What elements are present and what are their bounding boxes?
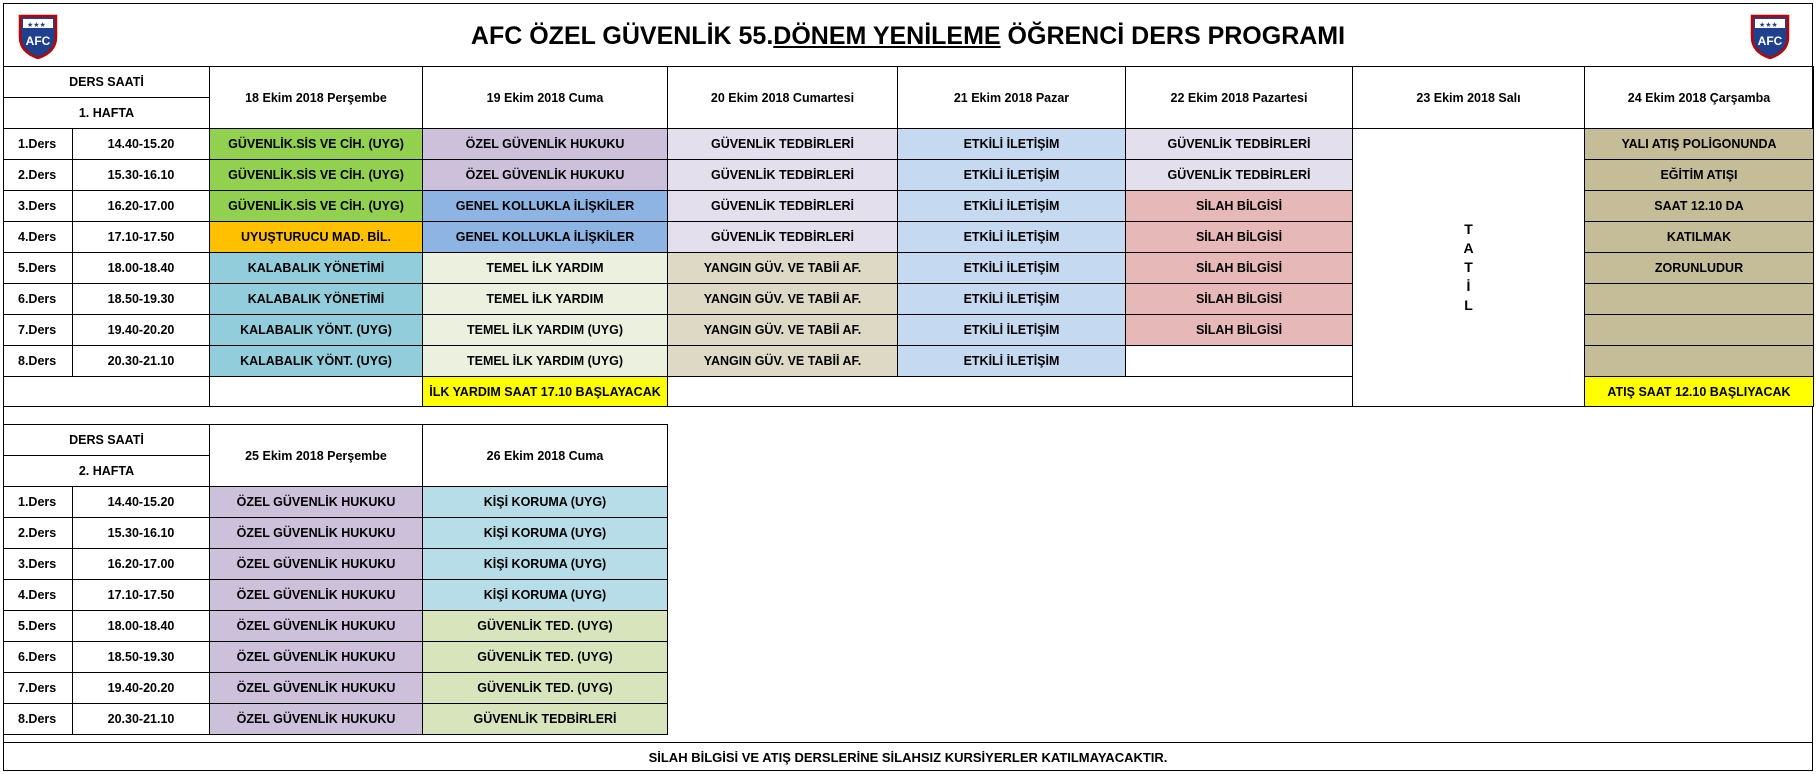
lesson-cell: ZORUNLUDUR	[1585, 253, 1814, 284]
day-header: 22 Ekim 2018 Pazartesi	[1126, 67, 1353, 129]
lesson-cell	[1585, 346, 1814, 377]
lesson-time: 14.40-15.20	[73, 129, 210, 160]
lesson-cell: YANGIN GÜV. VE TABİİ AF.	[668, 284, 898, 315]
lesson-time: 14.40-15.20	[73, 487, 210, 518]
lesson-time: 18.50-19.30	[73, 642, 210, 673]
lesson-cell: GÜVENLİK TEDBİRLERİ	[668, 191, 898, 222]
day-header: 20 Ekim 2018 Cumartesi	[668, 67, 898, 129]
lesson-number: 1.Ders	[4, 129, 73, 160]
lesson-number: 3.Ders	[4, 191, 73, 222]
lesson-cell: ETKİLİ İLETİŞİM	[898, 284, 1126, 315]
table-row	[4, 642, 668, 673]
lesson-number: 3.Ders	[4, 549, 73, 580]
lesson-cell: GENEL KOLLUKLA İLİŞKİLER	[423, 222, 668, 253]
page-title: AFC ÖZEL GÜVENLİK 55.DÖNEM YENİLEME ÖĞRENCİ DERS PROGRAMI	[470, 22, 1346, 50]
lesson-cell: KALABALIK YÖNETİMİ	[210, 253, 423, 284]
lesson-cell: GÜVENLİK TEDBİRLERİ	[668, 222, 898, 253]
lesson-time: 20.30-21.10	[73, 704, 210, 735]
empty-cell	[210, 377, 423, 407]
day-header: 18 Ekim 2018 Perşembe	[210, 67, 423, 129]
lesson-number: 1.Ders	[4, 487, 73, 518]
lesson-cell: ÖZEL GÜVENLİK HUKUKU	[210, 549, 423, 580]
empty-cell	[668, 377, 1353, 407]
lesson-cell: ETKİLİ İLETİŞİM	[898, 315, 1126, 346]
lesson-cell	[1585, 284, 1814, 315]
lesson-cell: ÖZEL GÜVENLİK HUKUKU	[423, 129, 668, 160]
lesson-cell: ETKİLİ İLETİŞİM	[898, 191, 1126, 222]
week1-schedule-table	[3, 66, 1814, 407]
holiday-cell: T A T İ L	[1353, 129, 1585, 407]
day-header: 23 Ekim 2018 Salı	[1353, 67, 1585, 129]
lesson-time: 17.10-17.50	[73, 222, 210, 253]
lesson-number: 4.Ders	[4, 222, 73, 253]
table-row	[4, 580, 668, 611]
lesson-cell: SİLAH BİLGİSİ	[1126, 222, 1353, 253]
note-atis: ATIŞ SAAT 12.10 BAŞLIYACAK	[1585, 377, 1814, 407]
table-row	[4, 518, 668, 549]
lesson-cell: GÜVENLİK TEDBİRLERİ	[423, 704, 668, 735]
lesson-cell: ÖZEL GÜVENLİK HUKUKU	[210, 518, 423, 549]
lesson-cell: YANGIN GÜV. VE TABİİ AF.	[668, 346, 898, 377]
lesson-cell: GÜVENLİK TEDBİRLERİ	[1126, 129, 1353, 160]
week-label: 1. HAFTA	[4, 98, 210, 129]
lesson-cell: TEMEL İLK YARDIM	[423, 284, 668, 315]
lesson-cell: TEMEL İLK YARDIM (UYG)	[423, 346, 668, 377]
lesson-cell: GÜVENLİK TEDBİRLERİ	[668, 160, 898, 191]
lesson-number: 6.Ders	[4, 284, 73, 315]
lesson-number: 8.Ders	[4, 704, 73, 735]
svg-text:AFC: AFC	[25, 34, 51, 48]
day-header: 25 Ekim 2018 Perşembe	[210, 425, 423, 487]
lesson-cell: GÜVENLİK TED. (UYG)	[423, 611, 668, 642]
lesson-cell: ETKİLİ İLETİŞİM	[898, 346, 1126, 377]
schedule-sheet	[3, 3, 1813, 771]
lesson-cell: TEMEL İLK YARDIM (UYG)	[423, 315, 668, 346]
table-row	[4, 549, 668, 580]
lesson-cell: GÜVENLİK.SİS VE CİH. (UYG)	[210, 191, 423, 222]
afc-shield-logo	[1749, 13, 1791, 59]
lesson-cell: ÖZEL GÜVENLİK HUKUKU	[423, 160, 668, 191]
lesson-cell: GÜVENLİK TEDBİRLERİ	[1126, 160, 1353, 191]
lesson-cell: SAAT 12.10 DA	[1585, 191, 1814, 222]
lesson-time: 20.30-21.10	[73, 346, 210, 377]
day-header: 24 Ekim 2018 Çarşamba	[1585, 67, 1814, 129]
footer-note: SİLAH BİLGİSİ VE ATIŞ DERSLERİNE SİLAHSIZ KURSİYERLER KATILMAYACAKTIR.	[4, 742, 1812, 771]
lesson-time: 15.30-16.10	[73, 160, 210, 191]
lesson-cell: TEMEL İLK YARDIM	[423, 253, 668, 284]
lesson-cell: GÜVENLİK.SİS VE CİH. (UYG)	[210, 129, 423, 160]
week2-schedule-table	[3, 424, 668, 735]
lesson-cell: ETKİLİ İLETİŞİM	[898, 160, 1126, 191]
lesson-cell: KALABALIK YÖNETİMİ	[210, 284, 423, 315]
lesson-number: 8.Ders	[4, 346, 73, 377]
header	[4, 4, 1812, 66]
table-row	[4, 611, 668, 642]
day-header: 19 Ekim 2018 Cuma	[423, 67, 668, 129]
lesson-time: 15.30-16.10	[73, 518, 210, 549]
lesson-number: 2.Ders	[4, 160, 73, 191]
lesson-cell: ÖZEL GÜVENLİK HUKUKU	[210, 487, 423, 518]
lesson-cell: KATILMAK	[1585, 222, 1814, 253]
table-row	[4, 129, 1814, 160]
lesson-time: 18.00-18.40	[73, 253, 210, 284]
lesson-number: 2.Ders	[4, 518, 73, 549]
lesson-cell: KİŞİ KORUMA (UYG)	[423, 518, 668, 549]
lesson-cell: ÖZEL GÜVENLİK HUKUKU	[210, 704, 423, 735]
lesson-cell: SİLAH BİLGİSİ	[1126, 191, 1353, 222]
day-header: 26 Ekim 2018 Cuma	[423, 425, 668, 487]
lesson-cell: SİLAH BİLGİSİ	[1126, 315, 1353, 346]
lesson-cell: KİŞİ KORUMA (UYG)	[423, 549, 668, 580]
lesson-cell: GENEL KOLLUKLA İLİŞKİLER	[423, 191, 668, 222]
lesson-number: 7.Ders	[4, 673, 73, 704]
lesson-cell: YALI ATIŞ POLİGONUNDA	[1585, 129, 1814, 160]
lesson-cell: SİLAH BİLGİSİ	[1126, 253, 1353, 284]
svg-text:★★★: ★★★	[27, 22, 46, 29]
ders-saati-label: DERS SAATİ	[4, 425, 210, 456]
lesson-cell: EĞİTİM ATIŞI	[1585, 160, 1814, 191]
lesson-cell: ETKİLİ İLETİŞİM	[898, 253, 1126, 284]
lesson-number: 7.Ders	[4, 315, 73, 346]
table-row	[4, 487, 668, 518]
lesson-number: 4.Ders	[4, 580, 73, 611]
svg-text:AFC: AFC	[1757, 34, 1783, 48]
lesson-number: 6.Ders	[4, 642, 73, 673]
lesson-time: 16.20-17.00	[73, 549, 210, 580]
lesson-cell: YANGIN GÜV. VE TABİİ AF.	[668, 315, 898, 346]
lesson-time: 19.40-20.20	[73, 315, 210, 346]
day-header: 21 Ekim 2018 Pazar	[898, 67, 1126, 129]
table-row	[4, 704, 668, 735]
lesson-cell	[1585, 315, 1814, 346]
lesson-cell: KİŞİ KORUMA (UYG)	[423, 487, 668, 518]
lesson-cell: UYUŞTURUCU MAD. BİL.	[210, 222, 423, 253]
lesson-cell: ETKİLİ İLETİŞİM	[898, 222, 1126, 253]
lesson-cell: ÖZEL GÜVENLİK HUKUKU	[210, 580, 423, 611]
lesson-cell: GÜVENLİK TED. (UYG)	[423, 642, 668, 673]
lesson-cell	[1126, 346, 1353, 377]
lesson-number: 5.Ders	[4, 611, 73, 642]
lesson-time: 18.50-19.30	[73, 284, 210, 315]
week-label: 2. HAFTA	[4, 456, 210, 487]
lesson-cell: KALABALIK YÖNT. (UYG)	[210, 315, 423, 346]
lesson-cell: GÜVENLİK TED. (UYG)	[423, 673, 668, 704]
lesson-cell: ÖZEL GÜVENLİK HUKUKU	[210, 642, 423, 673]
lesson-cell: YANGIN GÜV. VE TABİİ AF.	[668, 253, 898, 284]
lesson-cell: KALABALIK YÖNT. (UYG)	[210, 346, 423, 377]
lesson-cell: ÖZEL GÜVENLİK HUKUKU	[210, 673, 423, 704]
note-ilk-yardim: İLK YARDIM SAAT 17.10 BAŞLAYACAK	[423, 377, 668, 407]
lesson-time: 16.20-17.00	[73, 191, 210, 222]
ders-saati-label: DERS SAATİ	[4, 67, 210, 98]
empty-cell	[4, 377, 210, 407]
lesson-cell: GÜVENLİK.SİS VE CİH. (UYG)	[210, 160, 423, 191]
lesson-time: 18.00-18.40	[73, 611, 210, 642]
lesson-cell: SİLAH BİLGİSİ	[1126, 284, 1353, 315]
lesson-cell: ÖZEL GÜVENLİK HUKUKU	[210, 611, 423, 642]
lesson-cell: ETKİLİ İLETİŞİM	[898, 129, 1126, 160]
lesson-cell: KİŞİ KORUMA (UYG)	[423, 580, 668, 611]
lesson-cell: GÜVENLİK TEDBİRLERİ	[668, 129, 898, 160]
lesson-time: 17.10-17.50	[73, 580, 210, 611]
lesson-number: 5.Ders	[4, 253, 73, 284]
lesson-time: 19.40-20.20	[73, 673, 210, 704]
svg-text:★★★: ★★★	[1759, 22, 1778, 29]
table-row	[4, 673, 668, 704]
